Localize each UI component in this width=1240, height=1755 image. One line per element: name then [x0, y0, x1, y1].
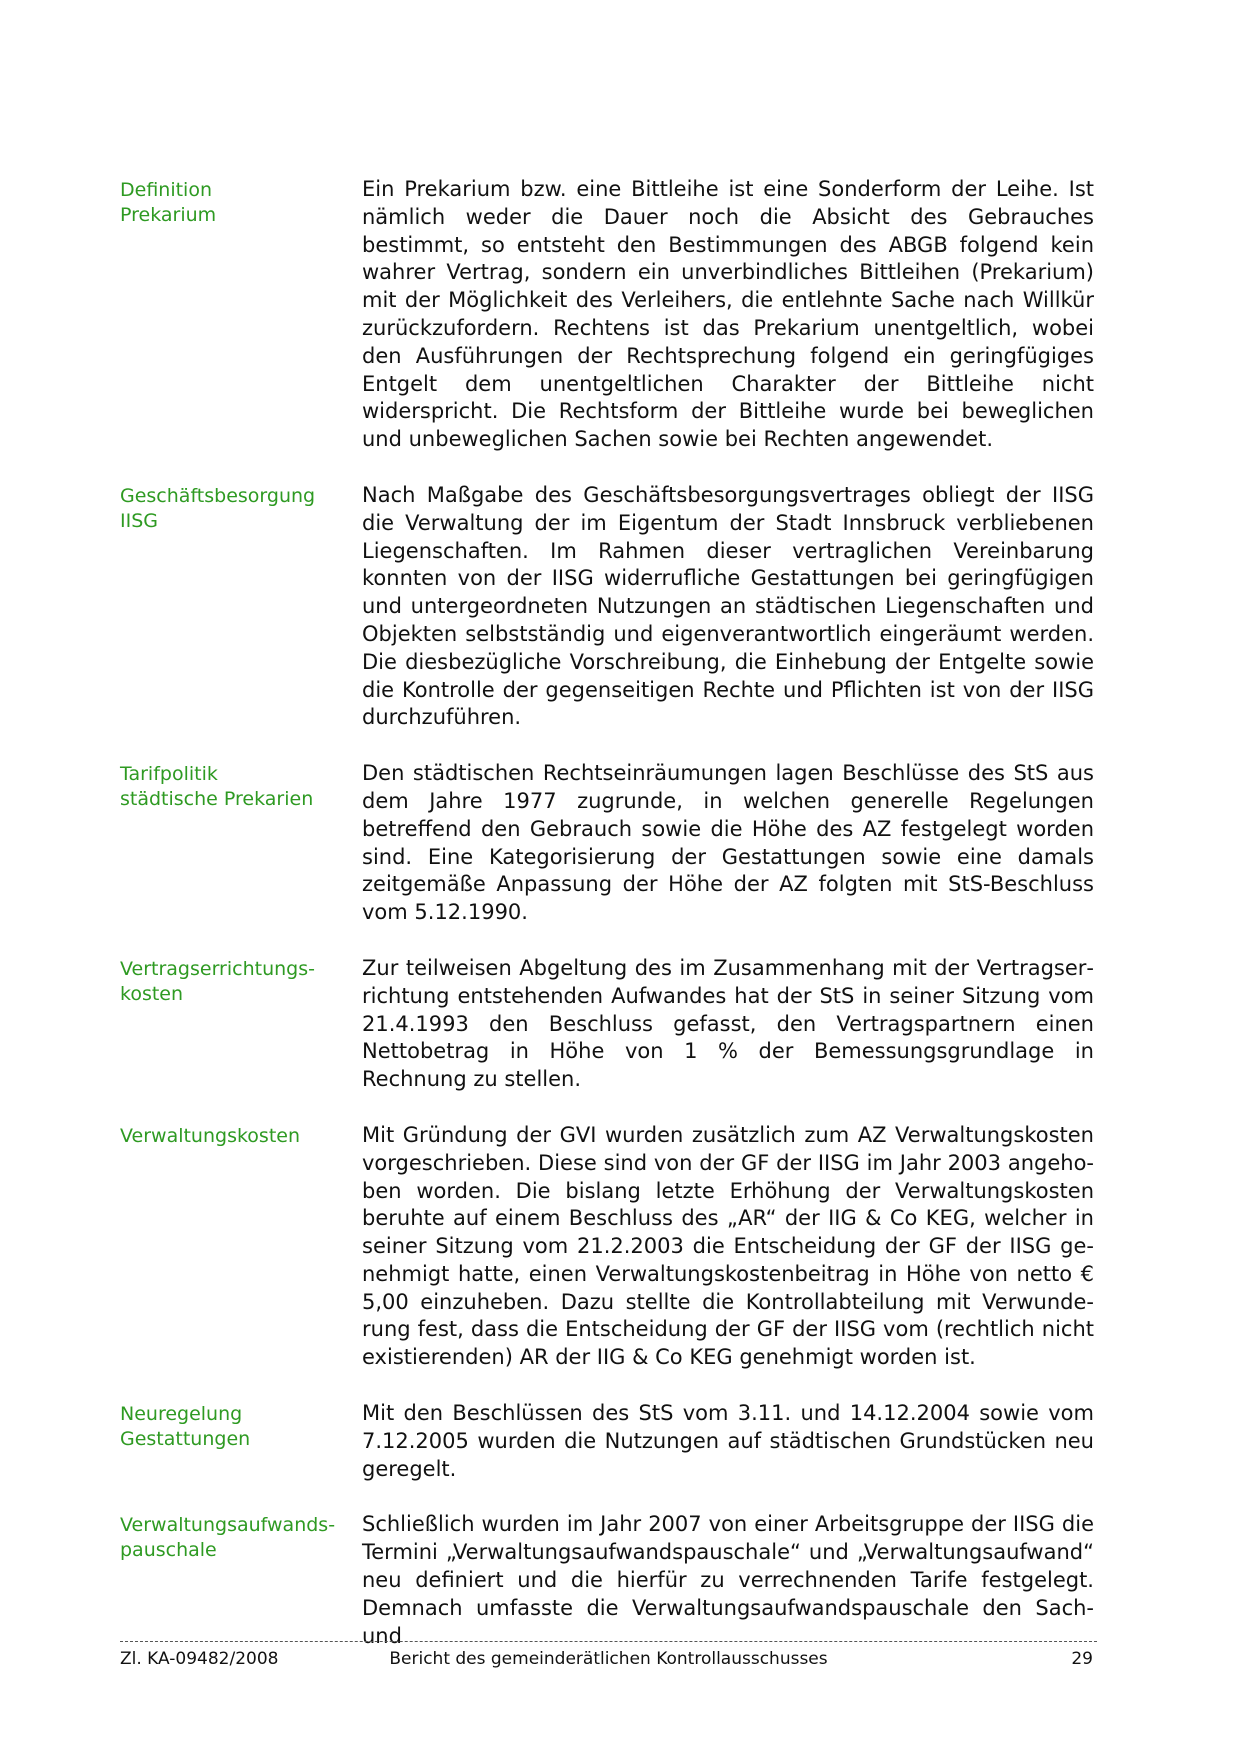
- paragraph: Den städtischen Rechtseinräumungen lagen Beschlüsse des StS aus dem Jahre 1977 zugrunde, in welchen generelle Regelungen betreffend den Gebrauch sowie die Höhe des AZ festgelegt worden sind. Eine Kategorisierung der Gestattungen sowie eine damals zeitgemäße Anpassung der Höhe der AZ folgten mit StS-Beschluss vom 5.12.1990.: [362, 761, 1094, 925]
- margin-note-line: städtische Prekarien: [120, 788, 314, 811]
- margin-note-line: Prekarium: [120, 204, 217, 226]
- footer-reference: Zl. KA-09482/2008: [120, 1649, 279, 1669]
- margin-note: [120, 1511, 362, 1563]
- section-verwaltungsaufwandspauschale: [120, 1511, 1095, 1650]
- section-vertragserrichtungskosten: [120, 955, 1095, 1094]
- paragraph: Nach Maßgabe des Geschäftsbesorgungsvertrages obliegt der IISG die Verwaltung der im Eigentum der Stadt Innsbruck verbliebenen Liegenschaften. Im Rahmen dieser vertraglichen Vereinbarung konnten von der IISG widerrufliche Gestattungen bei geringfügigen und untergeordneten Nutzungen an städtischen Liegenschaften und Objekten selbstständig und eigenverantwortlich eingeräumt werden. Die diesbezügliche Vorschreibung, die Einhebung der Entgelte sowie die Kontrolle der gegenseitigen Rechte und Pflichten ist von der IISG durchzuführen.: [362, 482, 1094, 730]
- section-geschaeftsbesorgung-iisg: [120, 482, 1095, 732]
- page-content: [120, 176, 1095, 1678]
- footer-title: Bericht des gemeinderätlichen Kontrollausschusses: [389, 1649, 828, 1669]
- margin-note: [120, 1122, 362, 1149]
- paragraph: Mit den Beschlüssen des StS vom 3.11. und 14.12.2004 sowie vom 7.12.2005 wurden die Nutzungen auf städtischen Grundstücken neu geregelt.: [362, 1401, 1094, 1481]
- page-footer: [120, 1647, 1097, 1673]
- margin-note: [120, 760, 362, 812]
- footer-divider: [120, 1641, 1097, 1642]
- margin-note: [120, 482, 362, 534]
- margin-note-line: IISG: [120, 509, 158, 532]
- margin-note: [120, 176, 362, 228]
- section-tarifpolitik: [120, 760, 1095, 927]
- paragraph: Ein Prekarium bzw. eine Bittleihe ist eine Sonderform der Leihe. Ist nämlich weder die Dauer noch die Absicht des Gebrauches bestimmt, so entsteht den Bestimmungen des ABGB folgend kein wahrer Vertrag, sondern ein unverbindliches Bittleihen (Prekarium) mit der Möglichkeit des Verleihers, die entlehnte Sache nach Willkür zurückzufordern. Rechtens ist das Prekarium unentgeltlich, wobei den Ausführungen der Rechtsprechung folgend ein geringfügiges Entgelt dem unentgeltlichen Charakter der Bittleihe nicht widerspricht. Die Rechtsform der Bittleihe wurde bei beweglichen und unbeweglichen Sachen sowie bei Rechten angewendet.: [362, 177, 1094, 452]
- page-number: 29: [1071, 1649, 1093, 1669]
- section-neuregelung-gestattungen: [120, 1400, 1095, 1483]
- margin-note-line: Geschäftsbesorgung: [120, 484, 316, 507]
- margin-note: [120, 955, 362, 1007]
- margin-note: [120, 1400, 362, 1452]
- margin-note-line: kosten: [120, 982, 184, 1005]
- margin-note-line: pauschale: [120, 1539, 217, 1562]
- margin-note-line: Gestattungen: [120, 1428, 251, 1451]
- section-definition-prekarium: [120, 176, 1095, 454]
- section-verwaltungskosten: [120, 1122, 1095, 1372]
- paragraph: Mit Gründung der GVI wurden zusätzlich zum AZ Verwaltungskosten vorgeschrieben. Diese sind von der GF der IISG im Jahr 2003 angehoben worden. Die bislang letzte Erhöhung der Verwaltungskosten beruhte auf einem Beschluss des „AR“ der IIG & Co KEG, welcher in seiner Sitzung vom 21.2.2003 die Entscheidung der GF der IISG genehmigt hatte, einen Verwaltungskostenbeitrag in Höhe von netto € 5,00 einzuheben. Dazu stellte die Kontrollabteilung mit Verwunderung fest, dass die Entscheidung der GF der IISG vom (rechtlich nicht existierenden) AR der IIG & Co KEG genehmigt worden ist.: [362, 1122, 1094, 1370]
- margin-note-line: Verwaltungskosten: [120, 1124, 301, 1147]
- margin-note-line: Vertragserrichtungs-: [120, 957, 315, 980]
- paragraph: Schließlich wurden im Jahr 2007 von einer Arbeitsgruppe der IISG die Termini „Verwaltungsaufwandspauschale“ und „Verwaltungsaufwand“ neu definiert und die hierfür zu verrechnenden Tarife festgelegt. Demnach umfasste die Verwaltungsaufwandspauschale den Sach- und: [362, 1512, 1094, 1648]
- margin-note-line: Tarifpolitik: [120, 763, 218, 786]
- margin-note-line: Neuregelung: [120, 1403, 243, 1426]
- margin-note-line: Verwaltungsaufwands-: [120, 1514, 336, 1537]
- paragraph: Zur teilweisen Abgeltung des im Zusammenhang mit der Vertragserrichtung entstehenden Aufwandes hat der StS in seiner Sitzung vom 21.4.1993 den Beschluss gefasst, den Vertragspartnern einen Nettobetrag in Höhe von 1 % der Bemessungsgrundlage in Rechnung zu stellen.: [362, 955, 1094, 1092]
- margin-note-line: Definition: [120, 179, 213, 201]
